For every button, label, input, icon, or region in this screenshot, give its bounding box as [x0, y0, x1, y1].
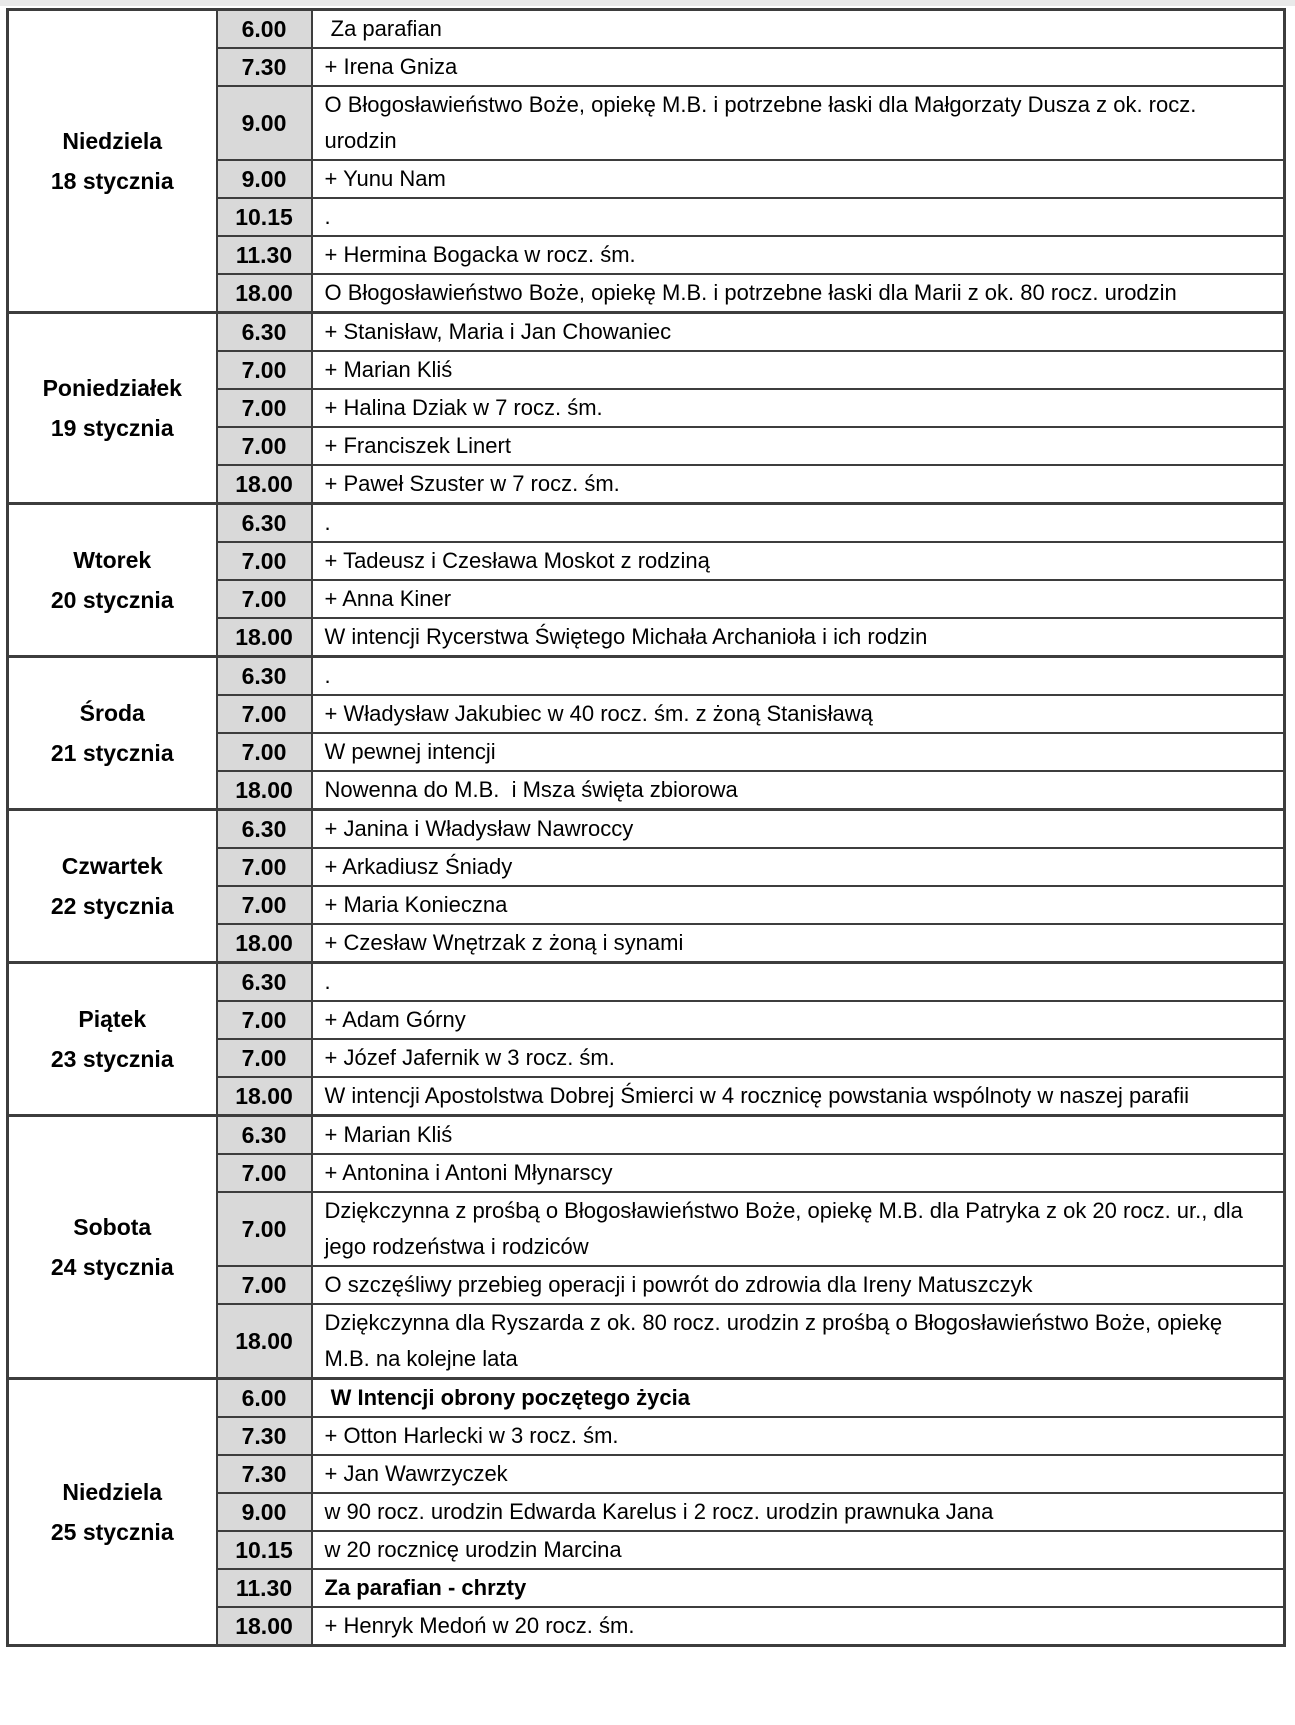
- mass-time: 6.30: [217, 657, 312, 696]
- mass-time: 6.00: [217, 10, 312, 49]
- mass-intention: .: [312, 504, 1285, 543]
- day-name: Środa: [79, 700, 145, 726]
- mass-time: 9.00: [217, 86, 312, 160]
- mass-time: 9.00: [217, 160, 312, 198]
- mass-time: 7.00: [217, 351, 312, 389]
- mass-time: 18.00: [217, 924, 312, 963]
- day-name: Niedziela: [62, 1479, 163, 1505]
- mass-intention: + Stanisław, Maria i Jan Chowaniec: [312, 313, 1285, 352]
- mass-intention: + Adam Górny: [312, 1001, 1285, 1039]
- mass-intention: .: [312, 198, 1285, 236]
- day-date: 24 stycznia: [50, 1254, 174, 1280]
- mass-intention: W intencji Apostolstwa Dobrej Śmierci w 4 rocznicę powstania wspólnoty w naszej parafii: [312, 1077, 1285, 1116]
- mass-time: 6.00: [217, 1379, 312, 1418]
- mass-time: 18.00: [217, 771, 312, 810]
- mass-time: 6.30: [217, 313, 312, 352]
- mass-row: [8, 1379, 1285, 1418]
- mass-time: 7.00: [217, 733, 312, 771]
- mass-time: 7.00: [217, 427, 312, 465]
- mass-intention: + Hermina Bogacka w rocz. śm.: [312, 236, 1285, 274]
- mass-intention: .: [312, 657, 1285, 696]
- mass-time: 9.00: [217, 1493, 312, 1531]
- day-cell: [8, 963, 217, 1116]
- day-name: Piątek: [78, 1006, 147, 1032]
- mass-intention: + Irena Gniza: [312, 48, 1285, 86]
- day-cell: [8, 1116, 217, 1379]
- mass-intention: + Janina i Władysław Nawroccy: [312, 810, 1285, 849]
- day-date: 25 stycznia: [50, 1519, 174, 1545]
- mass-intention: w 90 rocz. urodzin Edwarda Karelus i 2 rocz. urodzin prawnuka Jana: [312, 1493, 1285, 1531]
- mass-row: [8, 504, 1285, 543]
- mass-time: 18.00: [217, 274, 312, 313]
- document-page: [0, 6, 1295, 1647]
- mass-intention: Za parafian: [312, 10, 1285, 49]
- mass-intention: O szczęśliwy przebieg operacji i powrót do zdrowia dla Ireny Matuszczyk: [312, 1266, 1285, 1304]
- day-cell: [8, 504, 217, 657]
- mass-intention: + Yunu Nam: [312, 160, 1285, 198]
- mass-intention: + Władysław Jakubiec w 40 rocz. śm. z żoną Stanisławą: [312, 695, 1285, 733]
- schedule-table-body: [8, 10, 1285, 1646]
- mass-time: 7.30: [217, 1417, 312, 1455]
- mass-time: 7.00: [217, 1154, 312, 1192]
- mass-time: 18.00: [217, 618, 312, 657]
- mass-row: [8, 10, 1285, 49]
- mass-time: 7.30: [217, 48, 312, 86]
- mass-intention: + Marian Kliś: [312, 1116, 1285, 1155]
- mass-time: 7.00: [217, 848, 312, 886]
- day-cell: [8, 10, 217, 313]
- mass-time: 7.30: [217, 1455, 312, 1493]
- mass-intention: + Józef Jafernik w 3 rocz. śm.: [312, 1039, 1285, 1077]
- mass-time: 18.00: [217, 1077, 312, 1116]
- day-cell: [8, 313, 217, 504]
- mass-time: 7.00: [217, 389, 312, 427]
- day-name: Czwartek: [61, 853, 163, 879]
- mass-intention: O Błogosławieństwo Boże, opiekę M.B. i potrzebne łaski dla Małgorzaty Dusza z ok. rocz. urodzin: [312, 86, 1285, 160]
- mass-time: 18.00: [217, 1304, 312, 1379]
- day-name: Wtorek: [73, 547, 152, 573]
- day-date: 20 stycznia: [50, 587, 174, 613]
- day-date: 18 stycznia: [50, 168, 174, 194]
- mass-intention: + Arkadiusz Śniady: [312, 848, 1285, 886]
- mass-row: [8, 963, 1285, 1002]
- mass-intention: Dziękczynna dla Ryszarda z ok. 80 rocz. urodzin z prośbą o Błogosławieństwo Boże, opiekę M.B. na kolejne lata: [312, 1304, 1285, 1379]
- mass-intention: + Jan Wawrzyczek: [312, 1455, 1285, 1493]
- day-name: Niedziela: [62, 128, 163, 154]
- mass-time: 6.30: [217, 1116, 312, 1155]
- mass-intention: W pewnej intencji: [312, 733, 1285, 771]
- mass-intention: Za parafian - chrzty: [312, 1569, 1285, 1607]
- mass-time: 7.00: [217, 1001, 312, 1039]
- mass-time: 7.00: [217, 542, 312, 580]
- mass-intention: O Błogosławieństwo Boże, opiekę M.B. i potrzebne łaski dla Marii z ok. 80 rocz. urodzin: [312, 274, 1285, 313]
- mass-time: 18.00: [217, 1607, 312, 1646]
- mass-intention: + Czesław Wnętrzak z żoną i synami: [312, 924, 1285, 963]
- mass-time: 18.00: [217, 465, 312, 504]
- mass-time: 6.30: [217, 810, 312, 849]
- day-date: 19 stycznia: [50, 415, 174, 441]
- mass-intention: W intencji Rycerstwa Świętego Michała Archanioła i ich rodzin: [312, 618, 1285, 657]
- mass-intention: W Intencji obrony poczętego życia: [312, 1379, 1285, 1418]
- mass-time: 6.30: [217, 504, 312, 543]
- mass-intention: + Franciszek Linert: [312, 427, 1285, 465]
- day-cell: [8, 810, 217, 963]
- mass-intention: w 20 rocznicę urodzin Marcina: [312, 1531, 1285, 1569]
- mass-intention: Nowenna do M.B. i Msza święta zbiorowa: [312, 771, 1285, 810]
- day-name: Poniedziałek: [42, 375, 182, 401]
- mass-intention: .: [312, 963, 1285, 1002]
- mass-row: [8, 810, 1285, 849]
- mass-intention: Dziękczynna z prośbą o Błogosławieństwo Boże, opiekę M.B. dla Patryka z ok 20 rocz. ur., dla jego rodzeństwa i rodziców: [312, 1192, 1285, 1266]
- mass-intention: + Halina Dziak w 7 rocz. śm.: [312, 389, 1285, 427]
- mass-row: [8, 657, 1285, 696]
- mass-row: [8, 313, 1285, 352]
- mass-time: 7.00: [217, 1192, 312, 1266]
- mass-intention: + Otton Harlecki w 3 rocz. śm.: [312, 1417, 1285, 1455]
- mass-intention: + Marian Kliś: [312, 351, 1285, 389]
- mass-time: 7.00: [217, 1266, 312, 1304]
- mass-intention: + Antonina i Antoni Młynarscy: [312, 1154, 1285, 1192]
- mass-intentions-table: [6, 8, 1286, 1647]
- mass-time: 6.30: [217, 963, 312, 1002]
- mass-time: 10.15: [217, 198, 312, 236]
- day-cell: [8, 657, 217, 810]
- mass-time: 7.00: [217, 1039, 312, 1077]
- mass-time: 11.30: [217, 236, 312, 274]
- mass-intention: + Anna Kiner: [312, 580, 1285, 618]
- mass-time: 10.15: [217, 1531, 312, 1569]
- day-cell: [8, 1379, 217, 1646]
- mass-intention: + Paweł Szuster w 7 rocz. śm.: [312, 465, 1285, 504]
- day-date: 22 stycznia: [50, 893, 174, 919]
- mass-intention: + Tadeusz i Czesława Moskot z rodziną: [312, 542, 1285, 580]
- day-name: Sobota: [73, 1214, 152, 1240]
- mass-time: 7.00: [217, 886, 312, 924]
- day-date: 21 stycznia: [50, 740, 174, 766]
- mass-row: [8, 1116, 1285, 1155]
- mass-intention: + Maria Konieczna: [312, 886, 1285, 924]
- mass-time: 11.30: [217, 1569, 312, 1607]
- day-date: 23 stycznia: [50, 1046, 174, 1072]
- mass-time: 7.00: [217, 580, 312, 618]
- mass-time: 7.00: [217, 695, 312, 733]
- mass-intention: + Henryk Medoń w 20 rocz. śm.: [312, 1607, 1285, 1646]
